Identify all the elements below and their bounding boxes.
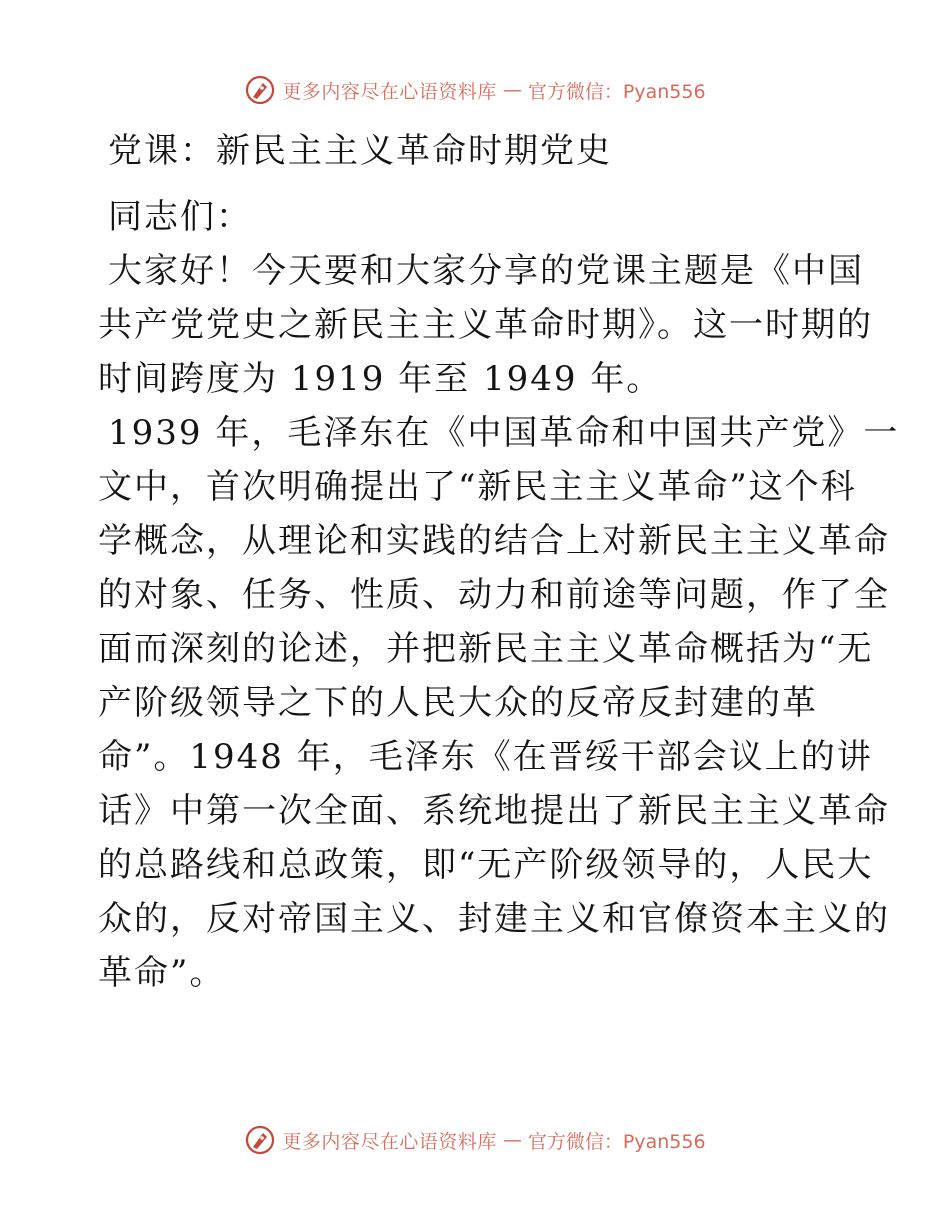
paragraph-line: 革命”。 — [98, 953, 226, 993]
watermark-contact: 官方微信：Pyan556 — [527, 1130, 706, 1153]
paragraph-line: 的对象、任务、性质、动力和前途等问题，作了全 — [98, 575, 890, 615]
page-title: 党课：新民主主义革命时期党史 — [108, 131, 612, 171]
pen-nib-circle-icon — [244, 1124, 276, 1156]
paragraph-line: 大家好！今天要和大家分享的党课主题是《中国 — [108, 251, 864, 291]
paragraph-line: 时间跨度为 1919 年至 1949 年。 — [98, 359, 663, 399]
paragraph-line: 面而深刻的论述，并把新民主主义革命概括为“无 — [98, 629, 874, 669]
paragraph-line: 命”。1948 年，毛泽东《在晋绥干部会议上的讲 — [98, 737, 873, 777]
header-watermark — [0, 70, 950, 110]
paragraph-line: 话》中第一次全面、系统地提出了新民主主义革命 — [98, 791, 890, 831]
greeting: 同志们： — [108, 197, 252, 237]
pen-nib-circle-icon — [244, 74, 276, 106]
paragraph-line: 文中，首次明确提出了“新民主主义革命”这个科 — [98, 467, 857, 507]
paragraph-history — [98, 406, 900, 1000]
paragraph-line: 产阶级领导之下的人民大众的反帝反封建的革 — [98, 683, 818, 723]
watermark-dash: — — [502, 1129, 522, 1151]
watermark-text: 更多内容尽在心语资料库 — [282, 1130, 497, 1153]
paragraph-line: 众的，反对帝国主义、封建主义和官僚资本主义的 — [98, 899, 890, 939]
watermark-contact: 官方微信：Pyan556 — [527, 80, 706, 103]
paragraph-line: 1939 年，毛泽东在《中国革命和中国共产党》一 — [108, 413, 900, 453]
paragraph-line: 学概念，从理论和实践的结合上对新民主主义革命 — [98, 521, 890, 561]
document-body — [98, 120, 900, 1000]
paragraph-line: 共产党党史之新民主主义革命时期》。这一时期的 — [98, 305, 873, 345]
paragraph-intro — [98, 244, 873, 406]
paragraph-line: 的总路线和总政策，即“无产阶级领导的，人民大 — [98, 845, 874, 885]
watermark-text: 更多内容尽在心语资料库 — [282, 80, 497, 103]
footer-watermark — [0, 1120, 950, 1160]
watermark-dash: — — [502, 79, 522, 101]
